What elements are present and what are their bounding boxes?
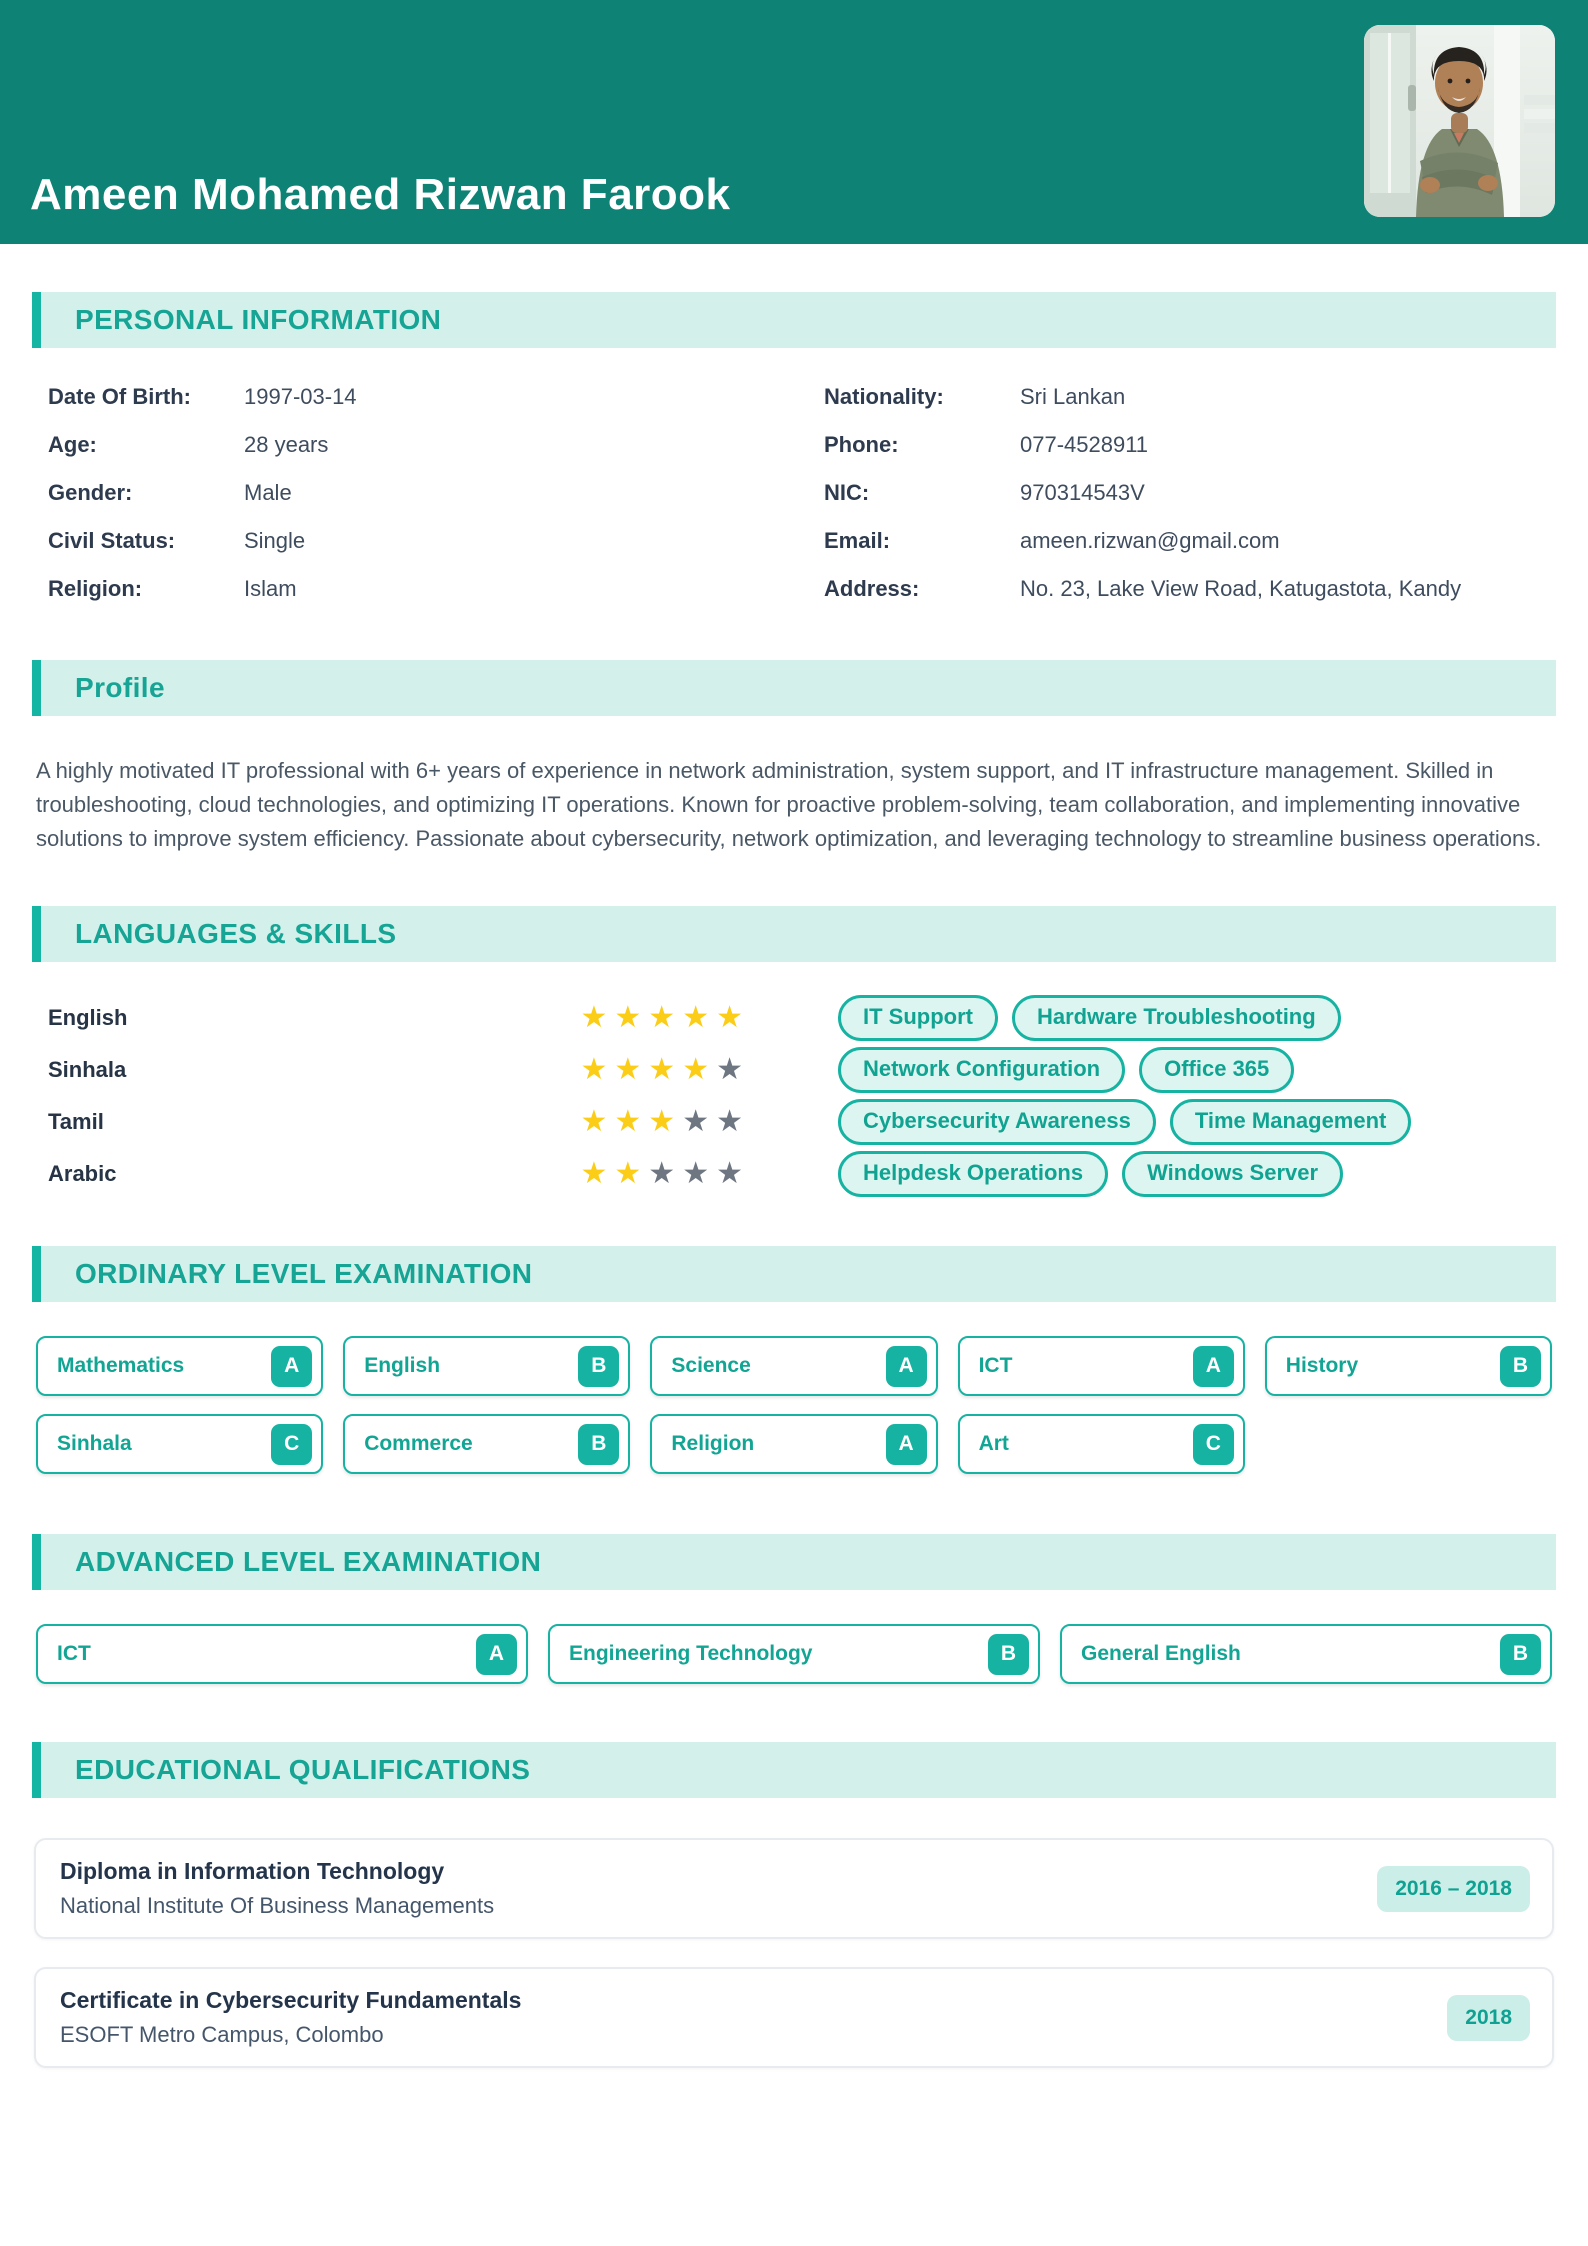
star-filled-icon: ★ (580, 1053, 615, 1086)
info-row-religion (48, 574, 764, 604)
star-empty-icon: ★ (648, 1157, 683, 1190)
section-profile (32, 660, 1556, 716)
field-value: 970314543V (1020, 480, 1145, 505)
section-title: Profile (75, 672, 165, 703)
grade-badge: C (271, 1424, 312, 1465)
star-filled-icon: ★ (648, 1001, 683, 1034)
subject-name: Art (978, 1432, 1009, 1455)
subject-card (958, 1414, 1245, 1474)
language-name: Sinhala (48, 1057, 127, 1082)
section-languages-skills (32, 906, 1556, 962)
subject-card (36, 1624, 528, 1684)
section-title: EDUCATIONAL QUALIFICATIONS (75, 1754, 531, 1785)
field-label: Address: (824, 576, 920, 601)
profile-photo (1364, 25, 1555, 217)
section-educational-qualifications (32, 1742, 1556, 1798)
star-filled-icon: ★ (716, 1001, 750, 1034)
grade-badge: B (578, 1346, 619, 1387)
subject-name: Commerce (364, 1432, 473, 1455)
subject-card (1265, 1336, 1552, 1396)
ol-subject-grid (36, 1336, 1552, 1474)
profile-summary: A highly motivated IT professional with 6+ years of experience in network administration, system support, and IT infrastructure management. Skilled in troubleshooting, cloud technologies, and optimizing IT operations. Known for proactive problem-solving, team collaboration, and implementing innovative solutions to improve system efficiency. Passionate about cybersecurity, network optimization, and leveraging technology to streamline business operations. (36, 758, 1542, 851)
skill-pill: Network Configuration (838, 1047, 1125, 1093)
education-card-text (60, 1987, 521, 2048)
languages-skills-body (32, 992, 1556, 1200)
field-label: NIC: (824, 480, 870, 505)
field-value: Islam (244, 576, 297, 601)
star-filled-icon: ★ (648, 1105, 683, 1138)
star-filled-icon: ★ (614, 1157, 649, 1190)
info-row-phone (824, 430, 1540, 460)
star-rating (580, 1003, 750, 1033)
language-row (48, 1148, 750, 1200)
field-label: Nationality: (824, 384, 944, 409)
subject-name: Religion (671, 1432, 755, 1455)
section-title: PERSONAL INFORMATION (75, 304, 442, 335)
field-value: 28 years (244, 432, 329, 457)
section-title: ADVANCED LEVEL EXAMINATION (75, 1546, 542, 1577)
subject-card (548, 1624, 1040, 1684)
skill-row (838, 1096, 1556, 1148)
subject-name: Sinhala (57, 1432, 132, 1455)
field-label: Date Of Birth: (48, 384, 191, 409)
star-filled-icon: ★ (682, 1053, 717, 1086)
star-rating (580, 1055, 750, 1085)
skill-pill: Windows Server (1122, 1151, 1343, 1197)
subject-card (343, 1336, 630, 1396)
subject-card (36, 1414, 323, 1474)
grade-badge: C (1193, 1424, 1234, 1465)
education-card (34, 1838, 1554, 1939)
field-label: Email: (824, 528, 891, 553)
skill-pill: IT Support (838, 995, 998, 1041)
grade-badge: B (1500, 1634, 1541, 1675)
skill-row (838, 1148, 1556, 1200)
section-title: LANGUAGES & SKILLS (75, 918, 397, 949)
grade-badge: A (271, 1346, 312, 1387)
grade-badge: B (1500, 1346, 1541, 1387)
field-label: Civil Status: (48, 528, 176, 553)
star-filled-icon: ★ (580, 1001, 615, 1034)
star-empty-icon: ★ (716, 1053, 750, 1086)
header-banner (0, 0, 1588, 244)
grade-badge: A (886, 1424, 927, 1465)
languages-column (32, 992, 750, 1200)
education-period-badge: 2018 (1447, 1995, 1530, 2041)
person-name: Ameen Mohamed Rizwan Farook (30, 170, 731, 219)
education-degree: Certificate in Cybersecurity Fundamentals (60, 1987, 522, 2013)
info-row-civil-status (48, 526, 764, 556)
star-empty-icon: ★ (716, 1157, 750, 1190)
star-rating (580, 1159, 750, 1189)
subject-name: General English (1081, 1642, 1241, 1665)
star-filled-icon: ★ (580, 1157, 615, 1190)
grade-badge: B (988, 1634, 1029, 1675)
skill-row (838, 992, 1556, 1044)
field-value: No. 23, Lake View Road, Katugastota, Kandy (1020, 576, 1462, 601)
field-label: Phone: (824, 432, 899, 457)
education-card (34, 1967, 1554, 2068)
info-row-address (824, 574, 1540, 604)
al-subject-grid (36, 1624, 1552, 1684)
subject-name: ICT (57, 1642, 91, 1665)
star-filled-icon: ★ (614, 1001, 649, 1034)
info-row-nationality (824, 382, 1540, 412)
field-value: 077-4528911 (1020, 432, 1149, 457)
skill-pill: Helpdesk Operations (838, 1151, 1108, 1197)
subject-name: English (364, 1354, 441, 1377)
star-empty-icon: ★ (716, 1105, 750, 1138)
section-advanced-level (32, 1534, 1556, 1590)
education-institution: National Institute Of Business Managements (60, 1893, 495, 1918)
info-row-email (824, 526, 1540, 556)
skill-pill: Office 365 (1139, 1047, 1294, 1093)
grade-badge: A (1193, 1346, 1234, 1387)
star-filled-icon: ★ (614, 1053, 649, 1086)
education-card-text (60, 1858, 494, 1919)
field-label: Religion: (48, 576, 143, 601)
star-empty-icon: ★ (682, 1105, 717, 1138)
skills-column (750, 992, 1556, 1200)
info-row-nic (824, 478, 1540, 508)
profile-photo-illustration (1364, 25, 1555, 217)
section-ordinary-level (32, 1246, 1556, 1302)
subject-name: Science (671, 1354, 751, 1377)
skill-row (838, 1044, 1556, 1096)
subject-name: History (1285, 1354, 1359, 1377)
education-institution: ESOFT Metro Campus, Colombo (60, 2022, 384, 2047)
star-filled-icon: ★ (580, 1105, 615, 1138)
language-row (48, 992, 750, 1044)
language-name: Arabic (48, 1161, 117, 1186)
subject-card (650, 1414, 937, 1474)
star-filled-icon: ★ (648, 1053, 683, 1086)
section-personal-information (32, 292, 1556, 348)
language-name: English (48, 1005, 128, 1030)
subject-card (958, 1336, 1245, 1396)
skill-pill: Time Management (1170, 1099, 1412, 1145)
skill-pill: Cybersecurity Awareness (838, 1099, 1156, 1145)
subject-card (36, 1336, 323, 1396)
field-value: Sri Lankan (1020, 384, 1126, 409)
subject-name: ICT (978, 1354, 1013, 1377)
grade-badge: A (476, 1634, 517, 1675)
subject-name: Engineering Technology (569, 1642, 813, 1665)
personal-info-right-column (824, 382, 1540, 604)
content (0, 292, 1588, 2068)
personal-info-grid (48, 382, 1540, 604)
education-degree: Diploma in Information Technology (60, 1858, 445, 1884)
subject-card (343, 1414, 630, 1474)
field-label: Age: (48, 432, 97, 457)
language-name: Tamil (48, 1109, 104, 1134)
language-row (48, 1096, 750, 1148)
education-period-badge: 2016 – 2018 (1377, 1866, 1530, 1912)
field-value: Male (244, 480, 292, 505)
skill-pill: Hardware Troubleshooting (1012, 995, 1341, 1041)
info-row-dob (48, 382, 764, 412)
info-row-age (48, 430, 764, 460)
subject-name: Mathematics (57, 1354, 185, 1377)
info-row-gender (48, 478, 764, 508)
subject-card (650, 1336, 937, 1396)
field-value: ameen.rizwan@gmail.com (1020, 528, 1280, 553)
grade-badge: B (578, 1424, 619, 1465)
field-value: 1997-03-14 (244, 384, 357, 409)
field-value: Single (244, 528, 306, 553)
field-label: Gender: (48, 480, 133, 505)
language-row (48, 1044, 750, 1096)
star-empty-icon: ★ (682, 1157, 717, 1190)
star-filled-icon: ★ (682, 1001, 717, 1034)
subject-card (1060, 1624, 1552, 1684)
section-title: ORDINARY LEVEL EXAMINATION (75, 1258, 533, 1289)
grade-badge: A (886, 1346, 927, 1387)
star-rating (580, 1107, 750, 1137)
star-filled-icon: ★ (614, 1105, 649, 1138)
personal-info-left-column (48, 382, 764, 604)
